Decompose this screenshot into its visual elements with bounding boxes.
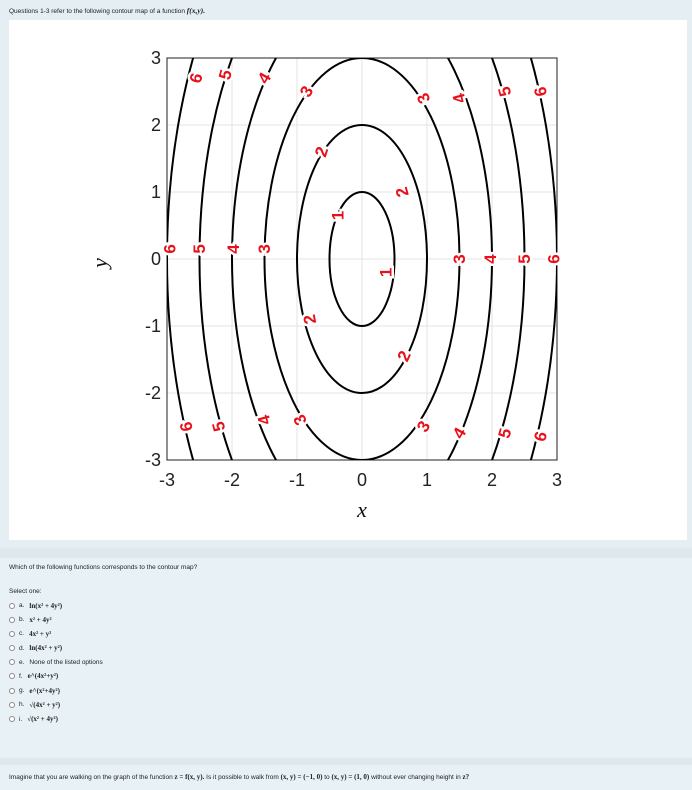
contour-label-3: 3 xyxy=(413,89,435,107)
y-tick-label: -3 xyxy=(144,450,161,470)
y-tick-label: -2 xyxy=(144,383,161,403)
contour-label-2: 2 xyxy=(299,312,321,326)
radio-c[interactable] xyxy=(9,631,15,637)
contour-label-4: 4 xyxy=(254,412,275,427)
contour-label-3: 3 xyxy=(450,254,469,264)
contour-label-1: 1 xyxy=(376,267,396,278)
radio-i[interactable] xyxy=(9,716,15,722)
radio-b[interactable] xyxy=(9,617,15,623)
contour-label-3: 3 xyxy=(289,411,311,429)
contour-label-6: 6 xyxy=(544,254,564,264)
radio-d[interactable] xyxy=(9,645,15,651)
contour-label-6: 6 xyxy=(160,244,180,254)
option-b[interactable]: b. x² + 4y² xyxy=(9,614,103,625)
question-prompt: Which of the following functions corresponds to the contour map? xyxy=(9,564,198,571)
option-d[interactable]: d. ln(4x² + y²) xyxy=(9,643,103,654)
next-question-text: Imagine that you are walking on the graph of the function z = f(x, y). Is it possible to walk from (x, y) = (−1, 0) to (x, y) = (1, 0) without ever changing height in z? xyxy=(9,773,470,781)
contour-label-2: 2 xyxy=(391,184,413,200)
contour-label-2: 2 xyxy=(393,347,415,365)
radio-h[interactable] xyxy=(9,702,15,708)
x-tick-label: 1 xyxy=(421,470,433,490)
y-tick-label: 0 xyxy=(150,249,161,269)
y-tick-labels xyxy=(145,48,161,470)
contour-label-1: 1 xyxy=(328,210,348,221)
x-tick-label: 3 xyxy=(551,470,563,490)
contour-label-4: 4 xyxy=(449,91,470,106)
radio-g[interactable] xyxy=(9,688,15,694)
contour-label-3: 3 xyxy=(296,82,318,101)
option-g[interactable]: g. e^(x²+4y²) xyxy=(9,685,103,696)
contour-plot xyxy=(9,20,687,540)
contour-label-5: 5 xyxy=(215,67,236,82)
contour-label-5: 5 xyxy=(494,84,516,99)
contour-label-6: 6 xyxy=(530,85,551,98)
contour-label-6: 6 xyxy=(185,71,207,86)
x-tick-labels xyxy=(159,470,562,490)
contour-label-4: 4 xyxy=(481,254,501,264)
contour-label-5: 5 xyxy=(494,426,516,441)
contour-label-4: 4 xyxy=(253,69,276,87)
option-f[interactable]: f. e^(4x²+y²) xyxy=(9,671,103,682)
contour-plot-panel xyxy=(9,20,687,540)
radio-a[interactable] xyxy=(9,603,15,609)
next-question-panel xyxy=(0,765,692,790)
x-tick-label: -1 xyxy=(288,470,306,490)
y-tick-label: 1 xyxy=(150,182,161,202)
y-tick-label: 2 xyxy=(150,115,161,135)
x-tick-label: -2 xyxy=(223,470,241,490)
option-i[interactable]: i. √(x² + 4y²) xyxy=(9,714,103,725)
y-axis-label: y xyxy=(87,258,112,268)
contour-label-5: 5 xyxy=(515,254,534,264)
y-tick-label: -1 xyxy=(144,316,161,336)
select-one-label: Select one: xyxy=(9,588,42,595)
question-panel xyxy=(0,558,692,758)
answer-options xyxy=(9,600,103,728)
contour-label-4: 4 xyxy=(223,244,243,254)
intro-function: f(x,y). xyxy=(186,6,206,15)
contour-label-3: 3 xyxy=(255,244,274,254)
contour-label-6: 6 xyxy=(176,420,197,433)
option-h[interactable]: h. √(4x² + y²) xyxy=(9,699,103,710)
contour-label-2: 2 xyxy=(311,144,333,160)
contour-label-5: 5 xyxy=(208,419,230,434)
x-tick-label: 0 xyxy=(356,470,368,490)
y-tick-label: 3 xyxy=(150,48,161,68)
contour-label-3: 3 xyxy=(413,417,435,436)
contour-label-5: 5 xyxy=(190,244,209,254)
x-tick-label: -3 xyxy=(158,470,176,490)
radio-f[interactable] xyxy=(9,673,15,679)
contour-label-4: 4 xyxy=(448,424,471,443)
contour-label-6: 6 xyxy=(530,429,552,444)
intro-text: Questions 1-3 refer to the following contour map of a function f(x,y). xyxy=(9,6,206,15)
option-c[interactable]: c. 4x² + y² xyxy=(9,628,103,639)
option-a[interactable]: a. ln(x² + 4y²) xyxy=(9,600,103,611)
radio-e[interactable] xyxy=(9,659,15,665)
option-e[interactable]: e. None of the listed options xyxy=(9,657,103,668)
x-tick-label: 2 xyxy=(486,470,498,490)
x-axis-label: x xyxy=(357,497,367,522)
